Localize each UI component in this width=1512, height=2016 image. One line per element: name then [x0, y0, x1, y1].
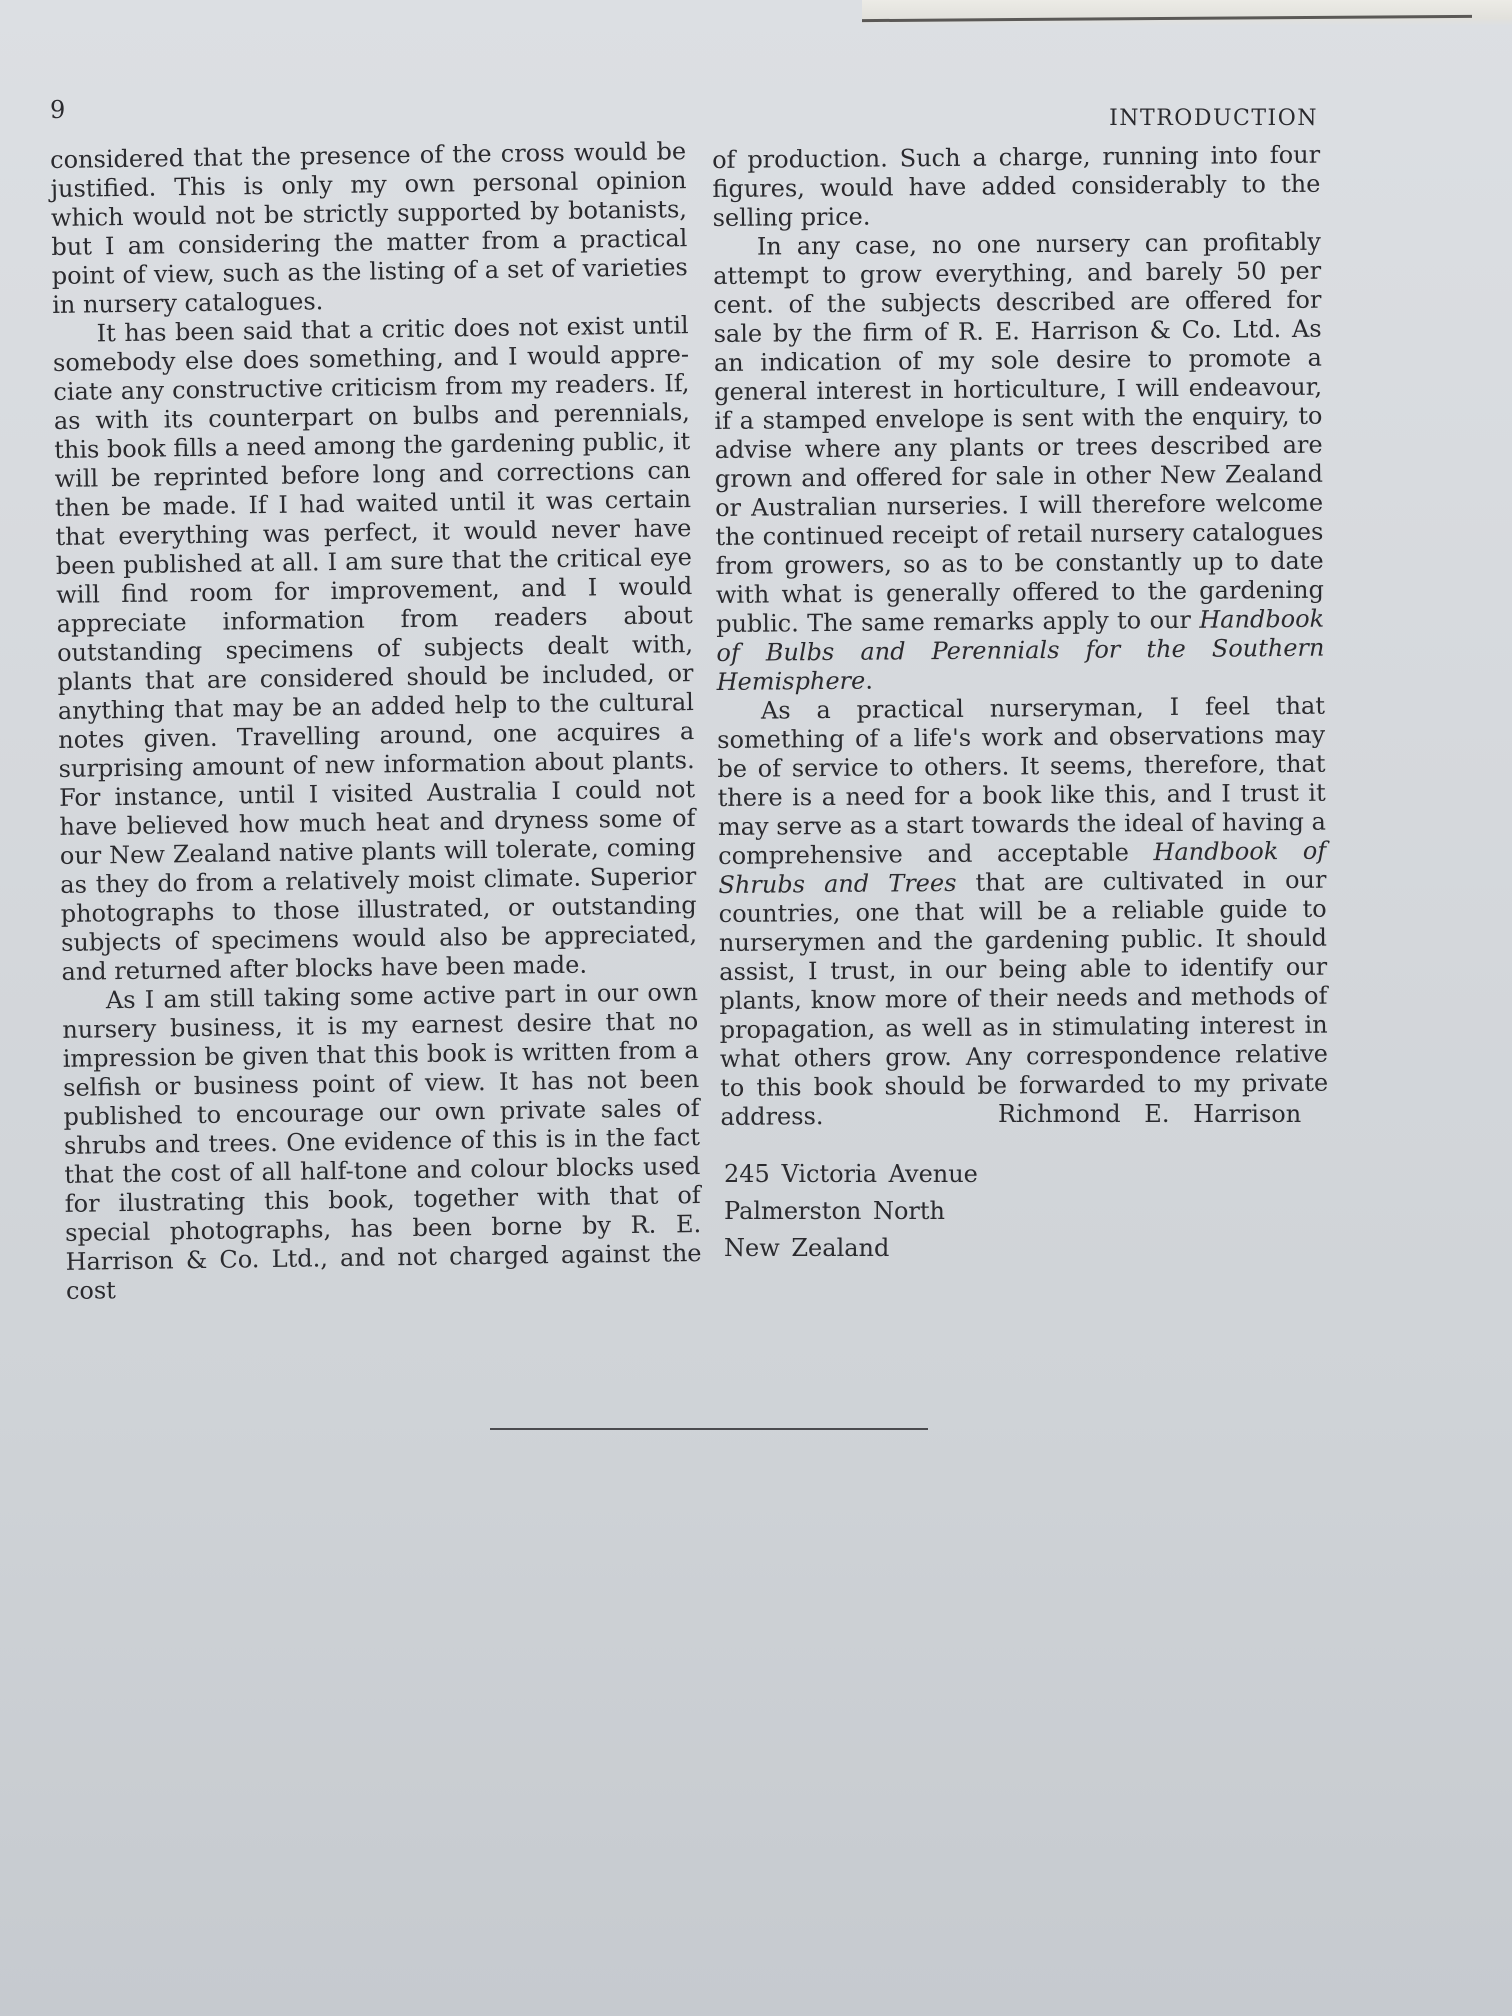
- address-line: Palmerston North: [724, 1197, 946, 1225]
- running-head: INTRODUCTION: [1109, 106, 1318, 131]
- paragraph-text: .: [865, 666, 874, 695]
- author-signature: Richmond E. Harrison: [998, 1100, 1302, 1128]
- page-number: 9: [50, 96, 67, 124]
- address-line: 245 Victoria Avenue: [724, 1160, 978, 1188]
- paragraph-text: As a practical nurseryman, I feel that something of a life's work and observations may be of service to others. It seems, therefore, that there is a need for a book like this, and I trust it may serve as a start towards the ideal of having a comprehensive and acceptable: [717, 691, 1327, 870]
- paragraph: of production. Such a charge, running into four figures, would have added considerably to the selling price.: [712, 140, 1321, 232]
- section-divider: [490, 1428, 928, 1430]
- address-line: New Zealand: [724, 1234, 890, 1262]
- paragraph: considered that the presence of the cross would be justified. This is only my own personal opinion which would not be strictly supported by botanists, but I am considering the matter from a practical point of view, such as the listing of a set of varieties in nursery catalogues.: [50, 137, 688, 319]
- book-title: Handbook of Shrubs and Trees: [718, 836, 1327, 899]
- left-text-column: [50, 137, 702, 1306]
- paragraph: [717, 692, 1329, 1132]
- book-title: Handbook of Bulbs and Perennials for the Southern Hemisphere: [716, 604, 1325, 696]
- paragraph: [713, 228, 1325, 697]
- paragraph: As I am still taking some active part in our own nursery business, it is my earnest desire that no impression be given that this book is written from a selfish or business point of view. It has not been published to encourage our own private sales of shrubs and trees. One evidence of this is in the fact that the cost of all half-tone and colour blocks used for ilustrating this book, together with that of special photographs, has been borne by R. E. Harrison & Co. Ltd., and not charged against the cost: [62, 978, 702, 1305]
- paragraph: It has been said that a critic does not exist until somebody else does something, and I would appreciate any constructive criticism from my readers. If, as with its counterpart on bulbs and perennials, this book fills a need among the gardening public, it will be reprinted before long and corrections can then be made. If I had waited until it was certain that everything was perfect, it would never have been published at all. I am sure that the critical eye will find room for improvement, and I would appreciate information from readers about outstanding specimens of subjects dealt with, plants that are considered should be included, or anything that may be an added help to the cultural notes given. Travelling around, one acquires a surprising amount of new information about plants. For instance, until I visited Australia I could not have believed how much heat and dryness some of our New Zealand native plants will tolerate, coming as they do from a relatively moist climate. Superior photographs to those illustrated, or outstanding subjects of specimens would also be appreciated, and returned after blocks have been made.: [52, 311, 698, 986]
- right-text-column: [712, 141, 1329, 1132]
- paragraph-text: that are cultivated in our countries, one that will be a reliable guide to nurserymen and the gardening public. It should assist, I trust, in our being able to identify our plants, know more of their needs and methods of propagation, as well as in stimulating interest in what others grow. Any correspondence relative to this book should be forwarded to my private address.: [718, 865, 1329, 1131]
- postal-address: [724, 1156, 978, 1267]
- adjacent-page-edge: [862, 0, 1512, 26]
- paragraph-text: In any case, no one nursery can profitably attempt to grow everything, and barely 50 per cent. of the subjects described are offered for sale by the firm of R. E. Harrison & Co. Ltd. As an indication of my sole desire to promote a general interest in horticulture, I will endeavour, if a stamped envelope is sent with the enquiry, to advise where any plants or trees described are grown and offered for sale in other New Zealand or Australian nurseries. I will therefore welcome the continued receipt of retail nursery catalogues from growers, so as to be constantly up to date with what is generally offered to the gardening public. The same remarks apply to our: [713, 227, 1325, 638]
